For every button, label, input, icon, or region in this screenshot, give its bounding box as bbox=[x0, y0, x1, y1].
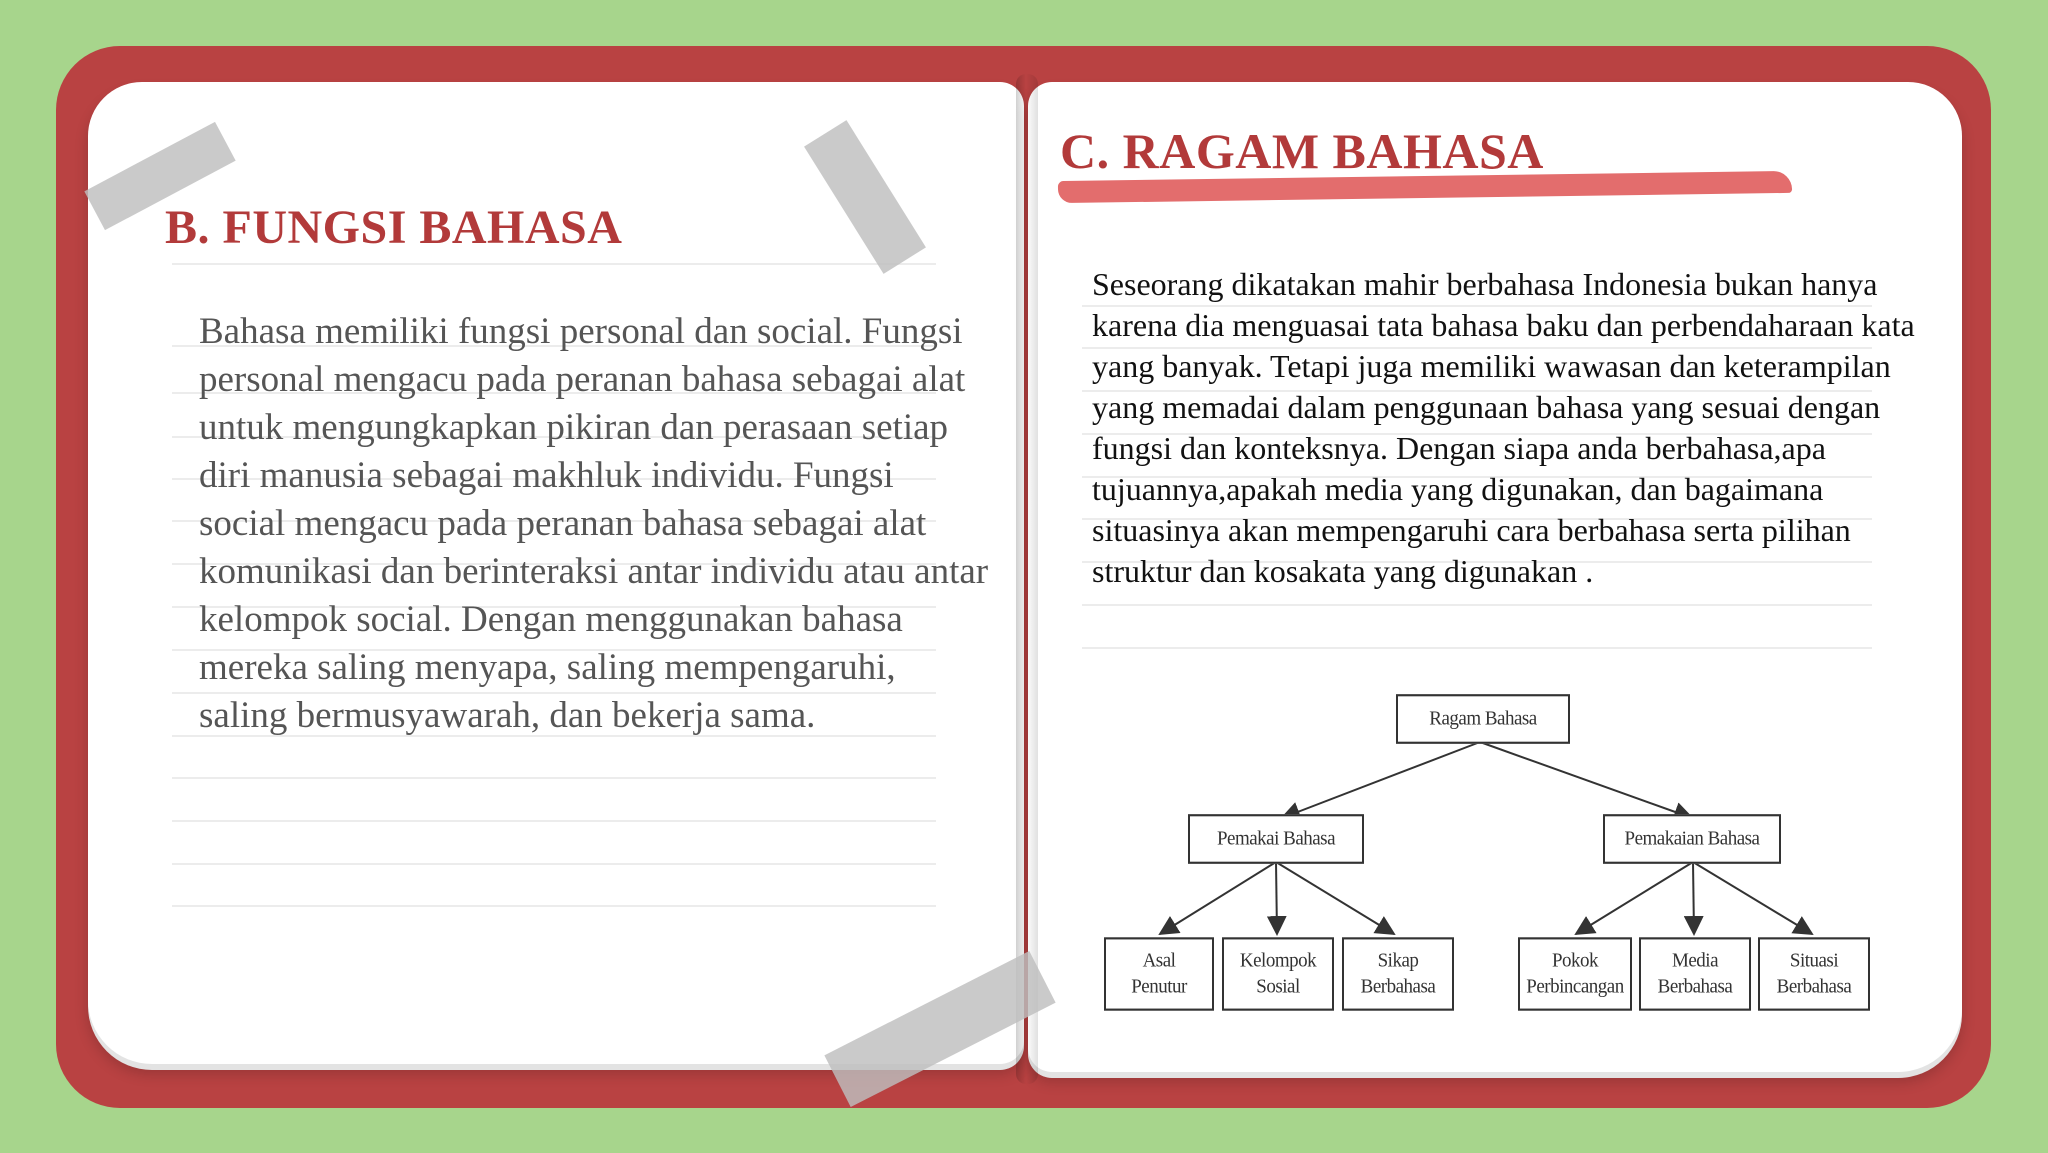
node-line: Berbahasa bbox=[1776, 975, 1852, 998]
node-media-berbahasa bbox=[1639, 937, 1751, 1010]
node-line: Asal bbox=[1142, 949, 1176, 972]
page-title-fungsi-bahasa: B. FUNGSI BAHASA bbox=[165, 201, 623, 254]
connector-root-left bbox=[1282, 742, 1480, 818]
ruled-line bbox=[172, 820, 936, 822]
node-sikap-berbahasa bbox=[1342, 937, 1454, 1010]
ruled-line bbox=[1082, 604, 1872, 606]
connector-left-1 bbox=[1160, 862, 1276, 934]
node-pemakai-label: Pemakai Bahasa bbox=[1216, 827, 1336, 850]
page-title-ragam-bahasa: C. RAGAM BAHASA bbox=[1060, 123, 1544, 179]
node-line: Berbahasa bbox=[1360, 975, 1436, 998]
node-pemakaian-label: Pemakaian Bahasa bbox=[1624, 827, 1760, 850]
node-line: Pokok bbox=[1551, 949, 1599, 972]
node-line: Berbahasa bbox=[1657, 975, 1733, 998]
ruled-line bbox=[172, 863, 936, 865]
node-line: Sikap bbox=[1377, 949, 1419, 972]
ragam-bahasa-paragraph: Seseorang dikatakan mahir berbahasa Indonesia bukan hanya karena dia menguasai tata bahasa baku dan perbendaharaan kata yang banyak. Tetapi juga memiliki wawasan dan keterampilan yang memadai dalam penggunaan bahasa yang sesuai dengan fungsi dan konteksnya. Dengan siapa anda berbahasa,apa tujuannya,apakah media yang digunakan, dan bagaimana situasinya akan mempengaruhi cara berbahasa serta pilihan struktur dan kosakata yang digunakan . bbox=[1092, 266, 1915, 589]
node-line: Media bbox=[1671, 949, 1719, 972]
node-asal-penutur bbox=[1104, 937, 1214, 1010]
ruled-line bbox=[172, 263, 936, 265]
node-line: Kelompok bbox=[1239, 949, 1317, 972]
ruled-line bbox=[172, 905, 936, 907]
connector-root-right bbox=[1480, 742, 1692, 818]
connector-right-3 bbox=[1693, 862, 1812, 934]
ragam-bahasa-diagram bbox=[1100, 690, 1880, 1020]
ruled-line bbox=[172, 777, 936, 779]
ruled-line bbox=[1082, 647, 1872, 649]
node-line: Situasi bbox=[1789, 949, 1839, 972]
notebook-spine bbox=[1016, 74, 1038, 1084]
node-pokok-perbincangan bbox=[1518, 937, 1632, 1010]
node-root-label: Ragam Bahasa bbox=[1429, 707, 1537, 730]
node-kelompok-sosial bbox=[1222, 937, 1334, 1010]
node-root bbox=[1396, 694, 1570, 744]
node-line: Penutur bbox=[1131, 975, 1187, 998]
node-pemakai-bahasa bbox=[1188, 814, 1364, 864]
connector-left-3 bbox=[1276, 862, 1394, 934]
node-line: Sosial bbox=[1256, 975, 1300, 998]
node-situasi-berbahasa bbox=[1758, 937, 1870, 1010]
connector-left-2 bbox=[1276, 862, 1277, 934]
node-line: Perbincangan bbox=[1526, 975, 1624, 998]
connector-right-2 bbox=[1693, 862, 1694, 934]
fungsi-bahasa-paragraph: Bahasa memiliki fungsi personal dan social. Fungsi personal mengacu pada peranan bahasa sebagai alat untuk mengungkapkan pikiran dan perasaan setiap diri manusia sebagai makhluk individu. Fungsi social mengacu pada peranan bahasa sebagai alat komunikasi dan berinteraksi antar individu atau antar kelompok social. Dengan menggunakan bahasa mereka saling menyapa, saling mempengaruhi, saling bermusyawarah, dan bekerja sama. bbox=[199, 311, 989, 736]
connector-right-1 bbox=[1576, 862, 1693, 934]
node-pemakaian-bahasa bbox=[1603, 814, 1781, 864]
